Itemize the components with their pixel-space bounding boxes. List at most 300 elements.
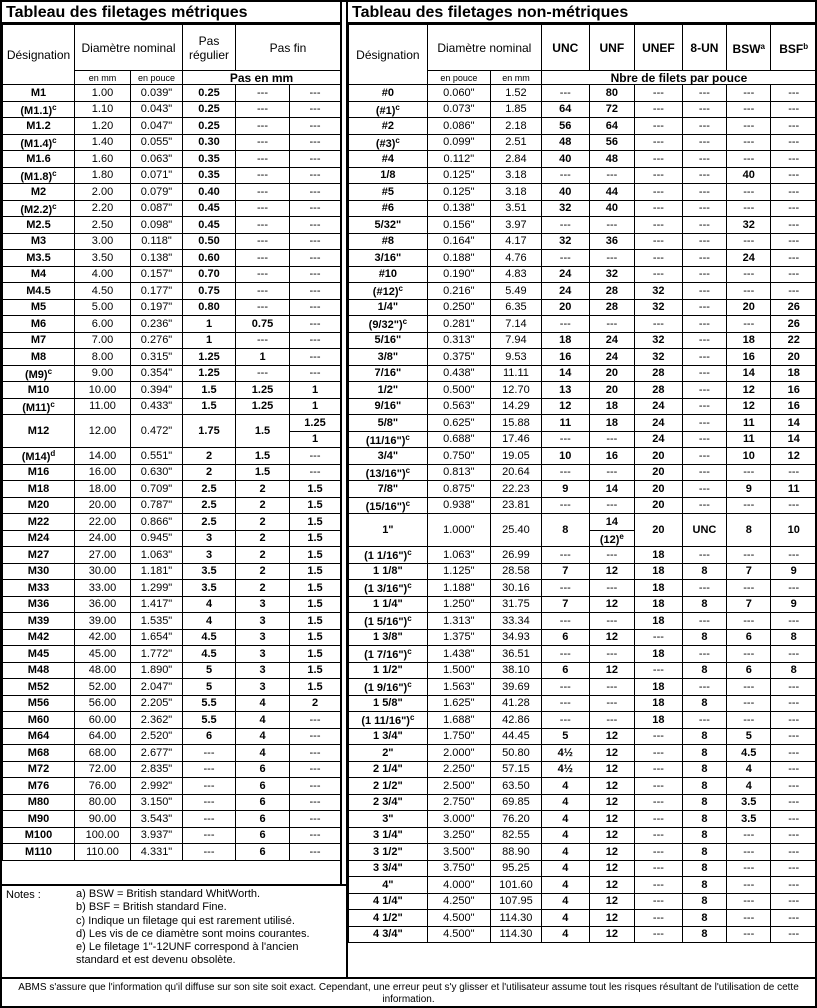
- diameter-mm: 101.60: [490, 877, 541, 894]
- fine-pitch: 4: [236, 695, 290, 712]
- bsf-tpi: ---: [771, 200, 817, 217]
- thread-designation: 3 1/2": [349, 844, 428, 861]
- thread-designation: M52: [3, 679, 75, 696]
- diameter-mm: 42.86: [490, 712, 541, 729]
- diameter-inch: 1.563": [427, 679, 490, 696]
- unf-header: UNF: [589, 25, 634, 71]
- metric-row: [3, 827, 341, 844]
- fine-pitch: 3: [236, 679, 290, 696]
- extra-fine-pitch: ---: [290, 118, 341, 135]
- bsf-tpi: ---: [771, 761, 817, 778]
- diameter-mm: 76.20: [490, 811, 541, 828]
- coarse-pitch: 3: [183, 547, 236, 564]
- unc-tpi: 5: [541, 728, 589, 745]
- metric-row: [3, 85, 341, 102]
- diameter-header: Diamètre nominal: [75, 25, 183, 71]
- extra-fine-pitch: ---: [290, 217, 341, 234]
- inch-subheader: en pouce: [131, 71, 183, 85]
- thread-designation: $(M1.4)^c$: [3, 134, 75, 151]
- thread-designation: M36: [3, 596, 75, 613]
- fine-pitch: 3: [236, 646, 290, 663]
- unef-tpi: 28: [635, 382, 683, 399]
- fine-pitch: ---: [236, 233, 290, 250]
- 8un-tpi: 8: [682, 844, 726, 861]
- extra-fine-pitch: 1.5: [290, 629, 341, 646]
- unef-tpi: 20: [635, 481, 683, 498]
- imperial-row: [349, 794, 817, 811]
- extra-fine-pitch: 1.5: [290, 646, 341, 663]
- bsf-tpi: ---: [771, 283, 817, 300]
- coarse-pitch: 2: [183, 464, 236, 481]
- thread-designation: 1 1/2": [349, 662, 428, 679]
- extra-fine-pitch: ---: [290, 184, 341, 201]
- unf-tpi: 12: [589, 728, 634, 745]
- unf-tpi: 12: [589, 745, 634, 762]
- thread-designation: 4 1/4": [349, 893, 428, 910]
- diameter-mm: 22.00: [75, 514, 131, 531]
- diameter-inch: 0.039": [131, 85, 183, 102]
- thread-designation: 7/16": [349, 365, 428, 382]
- coarse-pitch: ---: [183, 827, 236, 844]
- metric-row: [3, 728, 341, 745]
- diameter-inch: 2.205": [131, 695, 183, 712]
- unf-tpi: 12: [589, 761, 634, 778]
- unef-tpi: 20: [635, 448, 683, 465]
- diameter-mm: 6.00: [75, 316, 131, 333]
- bsw-tpi: ---: [727, 101, 771, 118]
- diameter-inch: 2.250": [427, 761, 490, 778]
- unc-tpi: 24: [541, 283, 589, 300]
- thread-designation: #5: [349, 184, 428, 201]
- 8un-tpi: 8: [682, 596, 726, 613]
- fine-pitch: 3: [236, 629, 290, 646]
- unf-tpi: ---: [589, 316, 634, 333]
- unc-tpi: ---: [541, 217, 589, 234]
- diameter-inch: 0.866": [131, 514, 183, 531]
- imperial-row: [349, 695, 817, 712]
- fine-pitch: 0.75: [236, 316, 290, 333]
- metric-table-title: Tableau des filetages métriques: [2, 2, 340, 24]
- 8un-tpi: ---: [682, 85, 726, 102]
- bsw-tpi: ---: [727, 712, 771, 729]
- imperial-row: [349, 596, 817, 613]
- diameter-inch: 1.375": [427, 629, 490, 646]
- coarse-pitch: 5: [183, 662, 236, 679]
- fine-pitch: 3: [236, 596, 290, 613]
- bsw-tpi: 11: [727, 431, 771, 448]
- bsw-tpi: 11: [727, 415, 771, 432]
- thread-designation: M18: [3, 481, 75, 498]
- bsw-tpi: 32: [727, 217, 771, 234]
- imperial-row: [349, 184, 817, 201]
- unef-tpi: ---: [635, 233, 683, 250]
- thread-designation: 3 1/4": [349, 827, 428, 844]
- bsf-tpi: 20: [771, 349, 817, 366]
- bsf-tpi: ---: [771, 893, 817, 910]
- imperial-header-row: [349, 25, 817, 71]
- extra-fine-pitch: ---: [290, 250, 341, 267]
- 8un-tpi: ---: [682, 646, 726, 663]
- fine-pitch: ---: [236, 167, 290, 184]
- extra-fine-pitch: ---: [290, 85, 341, 102]
- thread-designation: $(M11)^c$: [3, 398, 75, 415]
- unf-tpi: 56: [589, 134, 634, 151]
- imperial-row: [349, 761, 817, 778]
- diameter-inch: 0.472": [131, 415, 183, 448]
- bsf-tpi: ---: [771, 233, 817, 250]
- coarse-pitch: ---: [183, 794, 236, 811]
- thread-designation: 1 1/8": [349, 563, 428, 580]
- metric-row: [3, 563, 341, 580]
- diameter-inch: 0.630": [131, 464, 183, 481]
- extra-fine-pitch: ---: [290, 299, 341, 316]
- diameter-inch: 1.890": [131, 662, 183, 679]
- bsw-tpi: 20: [727, 299, 771, 316]
- diameter-inch: 0.216": [427, 283, 490, 300]
- thread-designation: (#3)$^c$: [349, 134, 428, 151]
- diameter-inch: 0.073": [427, 101, 490, 118]
- coarse-pitch: 3.5: [183, 580, 236, 597]
- 8un-tpi: ---: [682, 299, 726, 316]
- bsf-tpi: 14: [771, 431, 817, 448]
- thread-designation: M68: [3, 745, 75, 762]
- metric-row: [3, 497, 341, 514]
- unc-tpi: 13: [541, 382, 589, 399]
- metric-row: [3, 167, 341, 184]
- thread-designation: 5/32": [349, 217, 428, 234]
- imperial-row: [349, 679, 817, 696]
- metric-row: [3, 662, 341, 679]
- diameter-mm: 34.93: [490, 629, 541, 646]
- imperial-row: [349, 844, 817, 861]
- unc-tpi: 18: [541, 332, 589, 349]
- metric-row: [3, 349, 341, 366]
- 8un-tpi: ---: [682, 250, 726, 267]
- bsw-tpi: ---: [727, 679, 771, 696]
- metric-thread-panel: [2, 2, 342, 884]
- bsw-tpi: 10: [727, 448, 771, 465]
- coarse-pitch: 0.45: [183, 217, 236, 234]
- diameter-inch: 1.063": [427, 547, 490, 564]
- unef-tpi: ---: [635, 101, 683, 118]
- imperial-row: [349, 827, 817, 844]
- unf-tpi: 44: [589, 184, 634, 201]
- unf-tpi: 48: [589, 151, 634, 168]
- diameter-mm: 1.20: [75, 118, 131, 135]
- diameter-inch: 1.125": [427, 563, 490, 580]
- imperial-row: [349, 233, 817, 250]
- coarse-pitch: ---: [183, 778, 236, 795]
- unf-tpi: 12: [589, 629, 634, 646]
- imperial-row: [349, 728, 817, 745]
- diameter-mm: 9.53: [490, 349, 541, 366]
- diameter-inch: 3.750": [427, 860, 490, 877]
- coarse-pitch: 5.5: [183, 695, 236, 712]
- diameter-inch: 0.157": [131, 266, 183, 283]
- unef-tpi: 24: [635, 431, 683, 448]
- bsw-tpi: 14: [727, 365, 771, 382]
- 8un-tpi: ---: [682, 184, 726, 201]
- diameter-mm: 5.00: [75, 299, 131, 316]
- diameter-mm: 12.00: [75, 415, 131, 448]
- 8un-tpi: ---: [682, 712, 726, 729]
- note-item: e) Le filetage 1"-12UNF correspond à l'ancien standard et est devenu obsolète.: [76, 941, 299, 967]
- unc-tpi: 20: [541, 299, 589, 316]
- metric-row: [3, 695, 341, 712]
- mm-subheader: en mm: [75, 71, 131, 85]
- extra-fine-pitch: 1.5: [290, 662, 341, 679]
- bsf-tpi: ---: [771, 811, 817, 828]
- unef-tpi: ---: [635, 811, 683, 828]
- diameter-inch: 2.520": [131, 728, 183, 745]
- diameter-inch: 4.331": [131, 844, 183, 861]
- fine-pitch: 1.5: [236, 448, 290, 465]
- imperial-row: [349, 299, 817, 316]
- unc-tpi: ---: [541, 497, 589, 514]
- diameter-inch: 1.181": [131, 563, 183, 580]
- diameter-mm: 14.00: [75, 448, 131, 465]
- diameter-inch: 1.500": [427, 662, 490, 679]
- diameter-mm: 48.00: [75, 662, 131, 679]
- diameter-mm: 30.00: [75, 563, 131, 580]
- unf-tpi: 12: [589, 877, 634, 894]
- thread-designation: 3/4": [349, 448, 428, 465]
- unf-tpi: 12: [589, 827, 634, 844]
- metric-row: [3, 547, 341, 564]
- diameter-mm: 45.00: [75, 646, 131, 663]
- diameter-mm: 2.50: [75, 217, 131, 234]
- imperial-row: [349, 860, 817, 877]
- bsf-tpi: ---: [771, 134, 817, 151]
- unef-tpi: ---: [635, 85, 683, 102]
- unc-tpi: ---: [541, 613, 589, 630]
- thread-designation: M45: [3, 646, 75, 663]
- diameter-mm: 36.51: [490, 646, 541, 663]
- bsw-tpi: 5: [727, 728, 771, 745]
- 8un-tpi: ---: [682, 431, 726, 448]
- imperial-row: [349, 629, 817, 646]
- diameter-mm: 2.20: [75, 200, 131, 217]
- extra-fine-pitch: 1.5: [290, 547, 341, 564]
- imperial-row: [349, 613, 817, 630]
- diameter-mm: 2.00: [75, 184, 131, 201]
- diameter-inch: 0.118": [131, 233, 183, 250]
- coarse-pitch: 0.25: [183, 118, 236, 135]
- thread-designation: 4 1/2": [349, 910, 428, 927]
- diameter-inch: 0.060": [427, 85, 490, 102]
- thread-designation: 4": [349, 877, 428, 894]
- metric-row: [3, 679, 341, 696]
- diameter-inch: 0.787": [131, 497, 183, 514]
- metric-row: [3, 415, 341, 432]
- unc-tpi: ---: [541, 431, 589, 448]
- metric-row: [3, 646, 341, 663]
- fine-pitch: ---: [236, 250, 290, 267]
- designation-header: Désignation: [3, 25, 75, 85]
- fine-pitch: ---: [236, 217, 290, 234]
- imperial-row: [349, 778, 817, 795]
- thread-designation: 1/2": [349, 382, 428, 399]
- bsw-tpi: ---: [727, 200, 771, 217]
- unf-tpi: 12: [589, 910, 634, 927]
- diameter-inch: 0.625": [427, 415, 490, 432]
- imperial-row: [349, 662, 817, 679]
- metric-row: [3, 398, 341, 415]
- unef-tpi: ---: [635, 662, 683, 679]
- metric-row: [3, 184, 341, 201]
- diameter-mm: 95.25: [490, 860, 541, 877]
- unef-tpi: 32: [635, 332, 683, 349]
- thread-designation: M72: [3, 761, 75, 778]
- metric-row: [3, 283, 341, 300]
- diameter-inch: 0.551": [131, 448, 183, 465]
- diameter-inch: 0.079": [131, 184, 183, 201]
- diameter-mm: 44.45: [490, 728, 541, 745]
- unc-tpi: 6: [541, 629, 589, 646]
- metric-row: [3, 712, 341, 729]
- thread-designation: (1 7/16")$^c$: [349, 646, 428, 663]
- diameter-inch: 0.563": [427, 398, 490, 415]
- notes-section: [2, 884, 346, 977]
- bsf-tpi: ---: [771, 712, 817, 729]
- unf-tpi: 28: [589, 283, 634, 300]
- metric-row: [3, 580, 341, 597]
- diameter-mm: 1.40: [75, 134, 131, 151]
- metric-row: [3, 811, 341, 828]
- unef-tpi: ---: [635, 794, 683, 811]
- diameter-inch: 1.417": [131, 596, 183, 613]
- diameter-inch: 2.992": [131, 778, 183, 795]
- metric-row: [3, 761, 341, 778]
- 8un-tpi: ---: [682, 118, 726, 135]
- thread-designation: 3 3/4": [349, 860, 428, 877]
- bsf-tpi: ---: [771, 877, 817, 894]
- diameter-mm: 4.00: [75, 266, 131, 283]
- 8un-tpi: 8: [682, 563, 726, 580]
- diameter-inch: 3.500": [427, 844, 490, 861]
- unc-tpi: 4: [541, 926, 589, 943]
- diameter-mm: 22.23: [490, 481, 541, 498]
- thread-designation: 9/16": [349, 398, 428, 415]
- bsw-tpi: 8: [727, 514, 771, 547]
- coarse-pitch: 2.5: [183, 514, 236, 531]
- diameter-inch: 1.625": [427, 695, 490, 712]
- diameter-mm: 6.35: [490, 299, 541, 316]
- bsw-tpi: ---: [727, 877, 771, 894]
- metric-row: [3, 629, 341, 646]
- coarse-pitch: 3: [183, 530, 236, 547]
- bsf-tpi: ---: [771, 547, 817, 564]
- unef-tpi: ---: [635, 316, 683, 333]
- bsw-tpi: ---: [727, 580, 771, 597]
- diameter-mm: 1.60: [75, 151, 131, 168]
- tpi-subheader: Nbre de filets par pouce: [541, 71, 816, 85]
- 8un-tpi: ---: [682, 266, 726, 283]
- diameter-inch: 0.375": [427, 349, 490, 366]
- extra-fine-pitch: ---: [290, 283, 341, 300]
- bsf-tpi: ---: [771, 464, 817, 481]
- extra-fine-pitch: ---: [290, 745, 341, 762]
- 8un-tpi: ---: [682, 398, 726, 415]
- diameter-mm: 4.83: [490, 266, 541, 283]
- fine-pitch: 6: [236, 778, 290, 795]
- diameter-inch: 0.177": [131, 283, 183, 300]
- unef-tpi: ---: [635, 844, 683, 861]
- thread-designation: M5: [3, 299, 75, 316]
- thread-designation: 5/8": [349, 415, 428, 432]
- thread-designation: M60: [3, 712, 75, 729]
- fine-pitch: ---: [236, 184, 290, 201]
- unc-tpi: 4½: [541, 761, 589, 778]
- thread-designation: M7: [3, 332, 75, 349]
- unc-tpi: 56: [541, 118, 589, 135]
- extra-fine-pitch: 2: [290, 695, 341, 712]
- unc-tpi: ---: [541, 646, 589, 663]
- bsw-tpi: 7: [727, 563, 771, 580]
- diameter-mm: 15.88: [490, 415, 541, 432]
- diameter-mm: 9.00: [75, 365, 131, 382]
- bsw-tpi: ---: [727, 184, 771, 201]
- metric-row: [3, 316, 341, 333]
- imperial-row: [349, 266, 817, 283]
- unef-tpi: ---: [635, 134, 683, 151]
- metric-row: [3, 134, 341, 151]
- unef-tpi: 18: [635, 613, 683, 630]
- unf-tpi: 12: [589, 794, 634, 811]
- unc-tpi: 7: [541, 596, 589, 613]
- unf-tpi: 16: [589, 448, 634, 465]
- extra-fine-pitch: ---: [290, 761, 341, 778]
- 8un-tpi: ---: [682, 415, 726, 432]
- coarse-pitch-header: Pas régulier: [183, 25, 236, 71]
- fine-pitch: ---: [236, 101, 290, 118]
- diameter-inch: 1.000": [427, 514, 490, 547]
- coarse-pitch: 0.75: [183, 283, 236, 300]
- 8un-tpi: ---: [682, 167, 726, 184]
- bsw-tpi: 4.5: [727, 745, 771, 762]
- diameter-header: Diamètre nominal: [427, 25, 541, 71]
- fine-pitch: 3: [236, 662, 290, 679]
- diameter-mm: 80.00: [75, 794, 131, 811]
- imperial-row: [349, 563, 817, 580]
- coarse-pitch: 0.70: [183, 266, 236, 283]
- unef-tpi: 32: [635, 349, 683, 366]
- extra-fine-pitch: ---: [290, 844, 341, 861]
- diameter-mm: 11.00: [75, 398, 131, 415]
- pitch-unit-subheader: Pas en mm: [183, 71, 341, 85]
- fine-pitch: 6: [236, 811, 290, 828]
- diameter-inch: 4.500": [427, 910, 490, 927]
- metric-row: [3, 250, 341, 267]
- unc-tpi: 4½: [541, 745, 589, 762]
- unef-tpi: 24: [635, 415, 683, 432]
- extra-fine-pitch: ---: [290, 134, 341, 151]
- extra-fine-pitch: ---: [290, 464, 341, 481]
- diameter-mm: 72.00: [75, 761, 131, 778]
- coarse-pitch: 0.40: [183, 184, 236, 201]
- imperial-row: [349, 167, 817, 184]
- thread-designation: (1 5/16")$^c$: [349, 613, 428, 630]
- bsf-tpi: 26: [771, 316, 817, 333]
- 8un-tpi: 8: [682, 860, 726, 877]
- unef-tpi: ---: [635, 745, 683, 762]
- fine-pitch: ---: [236, 134, 290, 151]
- diameter-mm: 41.28: [490, 695, 541, 712]
- 8un-tpi: ---: [682, 580, 726, 597]
- diameter-inch: 0.055": [131, 134, 183, 151]
- 8un-tpi: ---: [682, 481, 726, 498]
- extra-fine-pitch: ---: [290, 827, 341, 844]
